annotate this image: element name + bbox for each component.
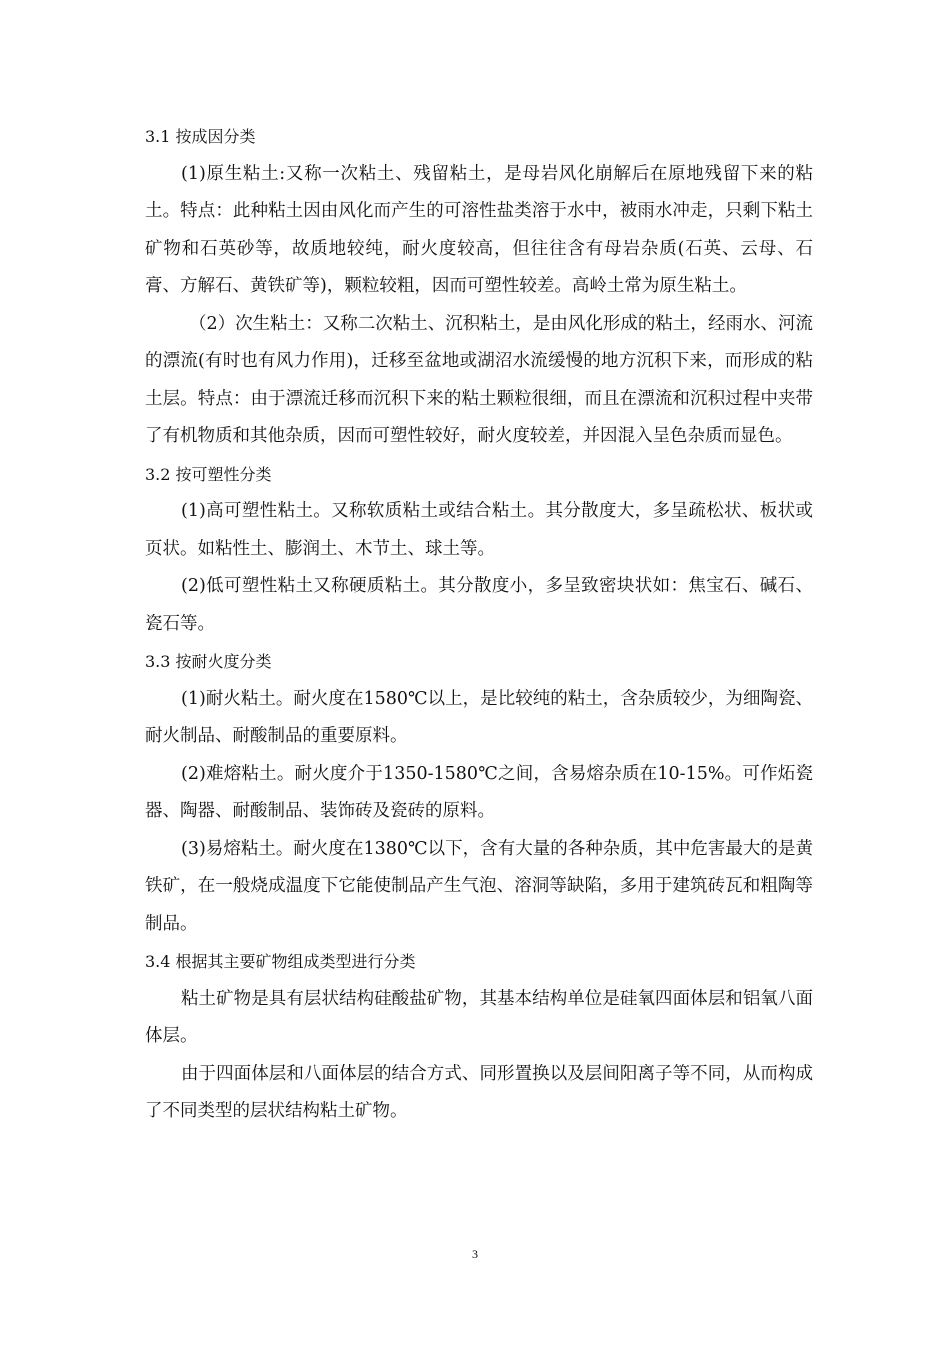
page-number: 3 <box>472 1247 478 1261</box>
section-3-4 <box>145 943 813 1131</box>
section-heading: 3.2 按可塑性分类 <box>145 464 272 484</box>
paragraph: （2）次生粘土：又称二次粘土、沉积粘土，是由风化形成的粘土，经雨水、河流的漂流(有时也有风力作用)，迁移至盆地或湖沼水流缓慢的地方沉积下来，而形成的粘土层。特点：由于漂流迁移而沉积下来的粘土颗粒很细，而且在漂流和沉积过程中夹带了有机物质和其他杂质，因而可塑性较好，耐火度较差，并因混入呈色杂质而显色。 <box>145 313 813 446</box>
section-heading: 3.4 根据其主要矿物组成类型进行分类 <box>145 952 416 971</box>
section-heading: 3.1 按成因分类 <box>145 127 256 146</box>
paragraph: 由于四面体层和八面体层的结合方式、同形置换以及层间阳离子等不同，从而构成了不同类型的层状结构粘土矿物。 <box>145 1063 813 1121</box>
document-body <box>145 118 813 1131</box>
paragraph: 粘土矿物是具有层状结构硅酸盐矿物，其基本结构单位是硅氧四面体层和铝氧八面体层。 <box>145 988 813 1046</box>
paragraph: (1)高可塑性粘土。又称软质粘土或结合粘土。其分散度大，多呈疏松状、板状或页状。如粘性土、膨润土、木节土、球土等。 <box>145 501 813 559</box>
paragraph: (2)低可塑性粘土又称硬质粘土。其分散度小，多呈致密块状如：焦宝石、碱石、瓷石等。 <box>145 576 813 634</box>
section-heading: 3.3 按耐火度分类 <box>145 652 272 671</box>
paragraph: (1)耐火粘土。耐火度在1580℃以上，是比较纯的粘土，含杂质较少，为细陶瓷、耐火制品、耐酸制品的重要原料。 <box>145 688 813 746</box>
paragraph: (3)易熔粘土。耐火度在1380℃以下，含有大量的各种杂质，其中危害最大的是黄铁矿，在一般烧成温度下它能使制品产生气泡、溶洞等缺陷，多用于建筑砖瓦和粗陶等制品。 <box>145 838 813 934</box>
section-3-2 <box>145 456 813 644</box>
paragraph: (1)原生粘土:又称一次粘土、残留粘土，是母岩风化崩解后在原地残留下来的粘土。特点：此种粘土因由风化而产生的可溶性盐类溶于水中，被雨水冲走，只剩下粘土矿物和石英砂等，故质地较纯，耐火度较高，但往往含有母岩杂质(石英、云母、石膏、方解石、黄铁矿等)，颗粒较粗，因而可塑性较差。高岭土常为原生粘土。 <box>145 163 813 296</box>
section-3-3 <box>145 643 813 943</box>
section-3-1 <box>145 118 813 456</box>
paragraph: (2)难熔粘土。耐火度介于1350-1580℃之间，含易熔杂质在10-15%。可作炻瓷器、陶器、耐酸制品、装饰砖及瓷砖的原料。 <box>145 763 813 821</box>
